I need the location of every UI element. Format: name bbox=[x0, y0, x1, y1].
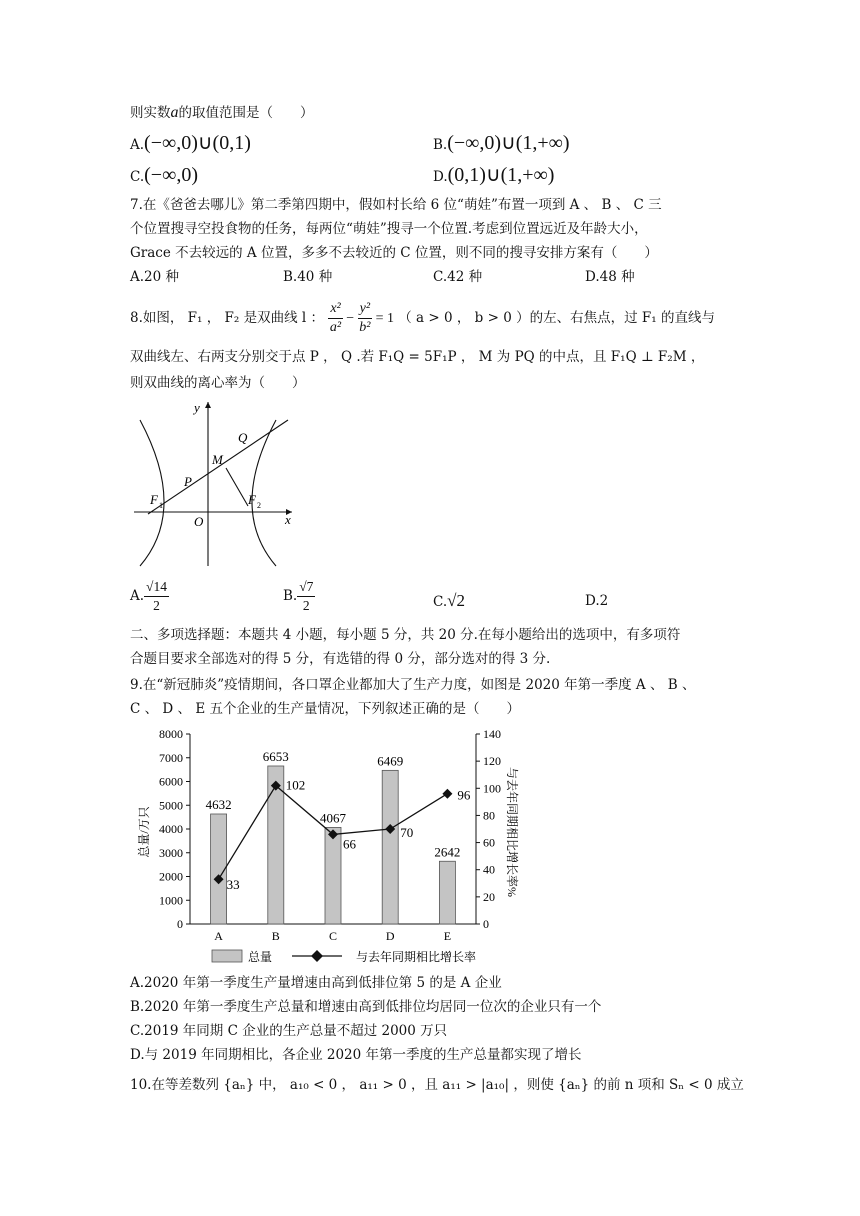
x-tick-label: D bbox=[385, 929, 395, 943]
label-y: y bbox=[194, 400, 200, 415]
q7-line-1: 7.在《爸爸去哪儿》第二季第四期中，假如村长给 6 位“萌娃”布置一项到 A 、 B 、 C 三 bbox=[130, 197, 662, 213]
growth-rate-label: 66 bbox=[343, 836, 356, 852]
growth-rate-label: 70 bbox=[400, 825, 414, 840]
q6-option-a[interactable]: A.(−∞,0)∪(0,1) bbox=[130, 132, 251, 154]
legend-bar-label: 总量 bbox=[248, 950, 273, 964]
label-m: M bbox=[212, 452, 223, 467]
legend-line-marker bbox=[311, 950, 323, 962]
bar-value-label: 6469 bbox=[377, 753, 404, 769]
segment-f2-m bbox=[226, 468, 248, 506]
growth-rate-label: 96 bbox=[457, 787, 471, 803]
bar-E bbox=[439, 861, 455, 924]
hyperbola-figure bbox=[130, 398, 300, 570]
y2-tick-label: 80 bbox=[483, 808, 495, 823]
q8-option-a[interactable]: A. $\frac{√14}{2}$ bbox=[130, 579, 167, 613]
y-tick-label: 3000 bbox=[159, 845, 183, 860]
q9-option-d[interactable]: D.与 2019 年同期相比，各企业 2020 年第一季度的生产总量都实现了增长 bbox=[130, 1047, 582, 1063]
bar-value-label: 6653 bbox=[262, 748, 289, 764]
y2-tick-label: 20 bbox=[483, 889, 495, 904]
q8-line-1: 8.如图， F₁ ， F₂ 是双曲线 l ： $\frac{\text{x²}}{\text{a²}}$ − $\frac{\text{y²}}{\text{b²}}$ = 1 （ a > 0 ， b > 0 ）的左、右焦点，过 F₁ 的直线与 bbox=[130, 301, 715, 335]
bar-C bbox=[325, 827, 341, 924]
q9-line-2: C 、 D 、 E 五个企业的生产量情况，下列叙述正确的是（ ） bbox=[130, 701, 520, 717]
q10-line-1: 10.在等差数列 {aₙ} 中， a₁₀ < 0 ， a₁₁ > 0 ，且 a₁₁ > |a₁₀| ，则使 {aₙ} 的前 n 项和 Sₙ < 0 成立 bbox=[130, 1077, 744, 1093]
q8-line-2: 双曲线左、右两支分别交于点 P ， Q .若 F₁Q = 5F₁P ， M 为 PQ 的中点，且 F₁Q ⊥ F₂M ， bbox=[130, 349, 705, 365]
y-tick-label: 2000 bbox=[159, 869, 183, 884]
y2-tick-label: 140 bbox=[483, 727, 501, 741]
y-tick-label: 1000 bbox=[159, 893, 183, 908]
y-tick-label: 0 bbox=[177, 917, 183, 931]
q9-option-c[interactable]: C.2019 年同期 C 企业的生产总量不超过 2000 万只 bbox=[130, 1023, 448, 1039]
q6-stem: 则实数a的取值范围是（ ） bbox=[130, 104, 314, 121]
bar-value-label: 4632 bbox=[205, 796, 232, 812]
y-tick-label: 8000 bbox=[159, 727, 183, 741]
q8-option-d[interactable]: D.2 bbox=[585, 593, 609, 609]
q9-option-a[interactable]: A.2020 年第一季度生产量增速由高到低排位第 5 的是 A 企业 bbox=[130, 975, 502, 991]
label-f1: F bbox=[150, 492, 158, 507]
growth-rate-label: 102 bbox=[285, 777, 306, 793]
section2-line-2: 合题目要求全部选对的得 5 分，有选错的得 0 分，部分选对的得 3 分. bbox=[130, 651, 551, 667]
y2-tick-label: 120 bbox=[483, 754, 501, 769]
q6-option-b[interactable]: B.(−∞,0)∪(1,+∞) bbox=[433, 132, 570, 154]
bar-D bbox=[382, 770, 398, 924]
y-tick-label: 4000 bbox=[159, 822, 183, 836]
q9-line-1: 9.在“新冠肺炎”疫情期间，各口罩企业都加大了生产力度，如图是 2020 年第一季度 A 、 B 、 bbox=[130, 677, 696, 693]
label-f1-sub: 1 bbox=[159, 501, 163, 510]
q6-option-d[interactable]: D.(0,1)∪(1,+∞) bbox=[433, 164, 555, 186]
legend-bar-swatch bbox=[212, 950, 242, 962]
label-o: O bbox=[194, 514, 204, 529]
bar-value-label: 2642 bbox=[434, 844, 461, 860]
q7-line-2: 个位置搜寻空投食物的任务，每两位“萌娃”搜寻一个位置.考虑到位置远近及年龄大小， bbox=[130, 221, 648, 237]
line-f1-q bbox=[148, 420, 288, 514]
bar-value-label: 4067 bbox=[320, 810, 346, 826]
q7-option-a[interactable]: A.20 种 bbox=[130, 269, 180, 285]
section2-line-1: 二、多项选择题：本题共 4 小题，每小题 5 分，共 20 分.在每小题给出的选项中，有多项符 bbox=[130, 627, 681, 643]
q9-option-b[interactable]: B.2020 年第一季度生产总量和增速由高到低排位均居同一位次的企业只有一个 bbox=[130, 999, 602, 1015]
q8-option-c[interactable]: C.√2 bbox=[433, 591, 465, 610]
q8-option-b[interactable]: B. $\frac{√7}{2}$ bbox=[283, 579, 314, 613]
legend-line-label: 与去年同期相比增长率 bbox=[356, 950, 477, 964]
y-axis-title: 总量/万只 bbox=[137, 806, 151, 858]
y2-axis-title: 与去年同期相比增长率% bbox=[505, 767, 519, 897]
production-chart bbox=[130, 722, 542, 970]
x-tick-label: B bbox=[271, 929, 280, 943]
q6-option-c[interactable]: C.(−∞,0) bbox=[130, 164, 198, 186]
q7-option-c[interactable]: C.42 种 bbox=[433, 269, 483, 285]
label-f2-sub: 2 bbox=[257, 501, 261, 510]
y2-tick-label: 40 bbox=[483, 862, 495, 877]
label-p: P bbox=[184, 474, 192, 489]
y-tick-label: 7000 bbox=[159, 750, 183, 765]
q7-option-d[interactable]: D.48 种 bbox=[585, 269, 635, 285]
x-tick-label: E bbox=[443, 929, 452, 943]
y2-tick-label: 0 bbox=[483, 917, 489, 931]
q8-hyperbola-equation: $\frac{\text{x²}}{\text{a²}}$ − $\frac{\text{y²}}{\text{b²}}$ = 1 bbox=[329, 301, 394, 335]
q7-option-b[interactable]: B.40 种 bbox=[283, 269, 333, 285]
y2-tick-label: 60 bbox=[483, 835, 495, 850]
x-tick-label: A bbox=[214, 929, 223, 943]
y2-tick-label: 100 bbox=[483, 781, 501, 796]
y-tick-label: 6000 bbox=[159, 774, 183, 789]
growth-rate-point bbox=[442, 789, 452, 799]
y-tick-label: 5000 bbox=[159, 798, 183, 813]
x-tick-label: C bbox=[328, 929, 338, 943]
label-x: x bbox=[285, 512, 291, 527]
q7-line-3: Grace 不去较远的 A 位置，多多不去较近的 C 位置，则不同的搜寻安排方案有（ ） bbox=[130, 245, 658, 261]
label-q: Q bbox=[238, 430, 248, 445]
label-f2: F bbox=[248, 492, 256, 507]
q8-line-3: 则双曲线的离心率为（ ） bbox=[130, 375, 306, 391]
growth-rate-label: 33 bbox=[226, 877, 240, 893]
